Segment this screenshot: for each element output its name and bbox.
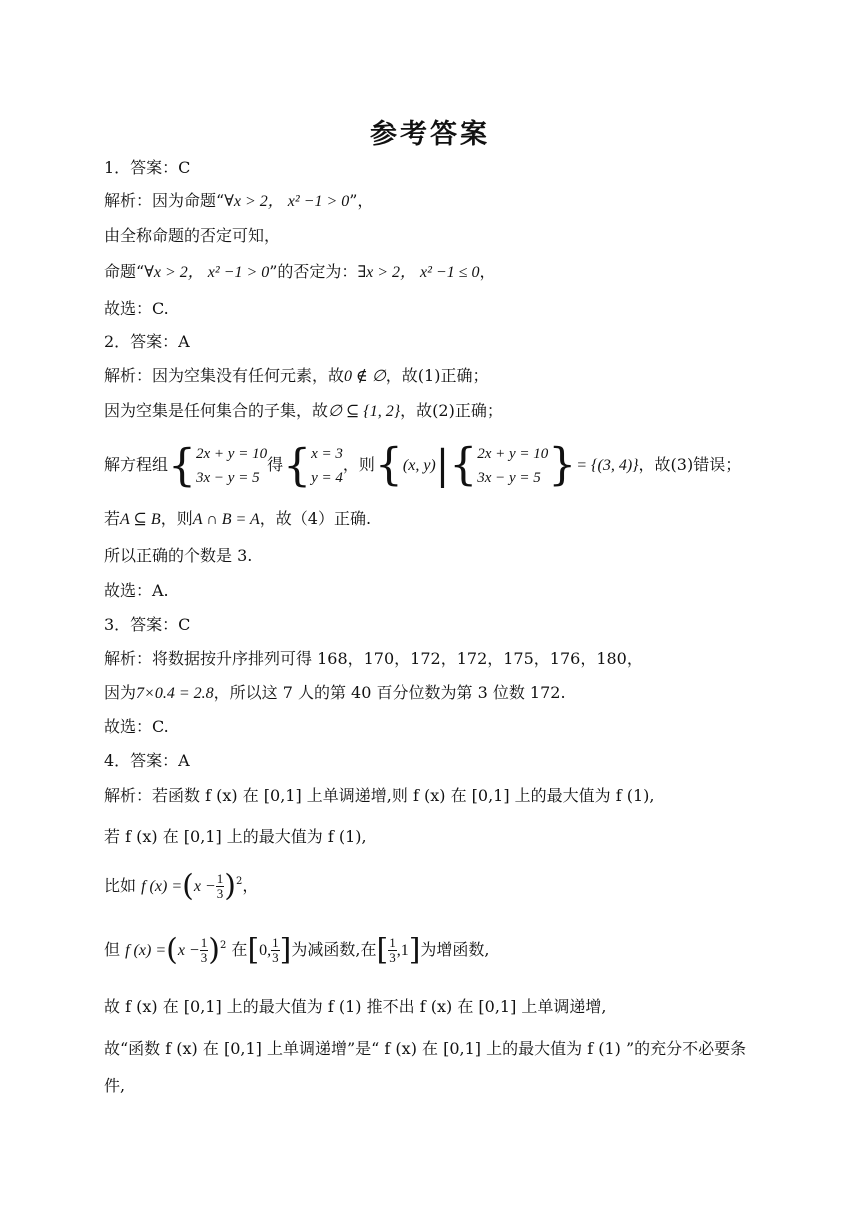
q1-line3 <box>104 261 496 284</box>
q2-line2 <box>104 400 503 423</box>
q3-answer: 3．答案：C <box>104 615 191 634</box>
q2-l2-post: ，故(2)正确； <box>400 401 503 420</box>
q4-line2: 若 f (x) 在 [0,1] 上的最大值为 f (1), <box>104 827 367 846</box>
set-sys-row2: 3x − y = 5 <box>477 469 541 486</box>
q2-l1-math: 0 ∉ ∅ <box>344 368 386 385</box>
q4-l3-post: ， <box>242 876 259 895</box>
q2-l4-post: ，故（4）正确. <box>259 509 372 528</box>
square-exponent-2: 2 <box>219 940 227 951</box>
sys2-row1: x = 3 <box>311 446 343 462</box>
q2-l2-math: ∅ ⊆ {1, 2} <box>328 403 401 420</box>
q1-line4: 故选：C. <box>104 299 169 318</box>
fraction-denominator-2: 3 <box>200 950 208 965</box>
q4-l4-x-minus: x − <box>177 942 200 959</box>
q4-answer: 4．答案：A <box>104 751 190 770</box>
equation-system-2: { x = 3 y = 4 <box>283 440 343 491</box>
q4-l4-text: 但 <box>104 940 121 959</box>
q2-answer: 2．答案：A <box>104 332 190 351</box>
q4-l4-post: 为增函数, <box>420 940 490 959</box>
q1-l3-mid: ”的否定为： <box>269 262 358 281</box>
q4-line6: 故“函数 f (x) 在 [0,1] 上单调递增”是“ f (x) 在 [0,1] 上的最大值为 f (1) ”的充分不必要条 <box>104 1039 747 1058</box>
q2-l4-text: 若 <box>104 509 121 528</box>
q2-l4-math2: A ∩ B = A <box>192 511 260 528</box>
q1-l3-math2: ∃x > 2， x² −1 ≤ 0 <box>357 264 480 281</box>
sys1-row2: 3x − y = 5 <box>196 470 260 486</box>
q1-l3-math1: ∀x > 2， x² −1 > 0 <box>144 264 270 281</box>
q3-l2-post: ，所以这 7 人的第 40 百分位数为第 3 位数 172. <box>213 683 566 702</box>
q3-l2-text: 因为 <box>104 683 137 702</box>
q4-line1: 解析：若函数 f (x) 在 [0,1] 上单调递增,则 f (x) 在 [0,1] 上的最大值为 f (1), <box>104 786 655 805</box>
page-title: 参考答案 <box>370 119 490 150</box>
fraction-numerator-2: 1 <box>200 935 208 950</box>
q4-line4: 但 f (x) =(x − $\frac{1}{3}$ )$^2$ 在[0, $\frac{1}{3}$ ]为减函数,在[ $\frac{1}{3}$ ,1]为增函数, <box>104 932 490 968</box>
fraction-numerator: 1 <box>216 871 224 886</box>
q2-l3-ze: ，则 <box>342 455 375 474</box>
sys2-row2: y = 4 <box>311 470 343 486</box>
q3-line2 <box>104 682 566 705</box>
equation-system-1: { 2x + y = 10 3x − y = 5 <box>168 440 268 491</box>
interval1-num: 1 <box>272 935 279 950</box>
q1-line2: 由全称命题的否定可知， <box>104 226 281 245</box>
q2-l3-de: 得 <box>267 455 284 474</box>
q1-answer: 1．答案：C <box>104 158 191 177</box>
set-rhs: = {(3, 4)} <box>576 457 639 474</box>
q4-line7: 件, <box>104 1076 126 1095</box>
one-third-fraction <box>216 872 225 901</box>
interval2-den: 3 <box>389 950 396 965</box>
solution-set: {(x, y)|{ 2x + y = 10 3x − y = 5 } <box>374 439 577 491</box>
q4-line3-example: 比如 f (x) =(x − $\frac{1}{3}$ )$^2$， <box>104 868 259 904</box>
interval2-num: 1 <box>389 935 396 950</box>
q1-l3-text: 命题“ <box>104 262 145 281</box>
q4-x-minus: x − <box>193 878 216 895</box>
q3-line1: 解析：将数据按升序排列可得 168，170，172，172，175，176，180， <box>104 649 643 668</box>
interval1-fraction <box>271 936 280 965</box>
interval2-end: ,1 <box>396 942 409 959</box>
q4-l3-text: 比如 <box>104 876 137 895</box>
q2-l4-mid: ，则 <box>160 509 193 528</box>
square-exponent: 2 <box>235 876 243 887</box>
q1-l3-post: ， <box>479 262 496 281</box>
q2-l3-post: ，故(3)错误； <box>638 455 742 474</box>
q2-l1-post: ，故(1)正确； <box>385 366 489 385</box>
q2-line3-equation-system <box>104 438 741 493</box>
q1-l1-post: ”， <box>349 191 374 210</box>
interval2-fraction <box>388 936 397 965</box>
q2-l3-text: 解方程组 <box>104 455 169 474</box>
q4-line5: 故 f (x) 在 [0,1] 上的最大值为 f (1) 推不出 f (x) 在 [0,1] 上单调递增, <box>104 997 607 1016</box>
set-sys-row1: 2x + y = 10 <box>477 445 549 462</box>
q4-l4-zai: 在 <box>231 940 248 959</box>
q2-line6: 故选：A. <box>104 581 169 600</box>
interval1-den: 3 <box>272 950 279 965</box>
fraction-denominator: 3 <box>216 886 224 901</box>
q4-fx: f (x) = <box>141 878 183 895</box>
q3-line3: 故选：C. <box>104 717 169 736</box>
q4-l4-fx: f (x) = <box>125 942 167 959</box>
sys1-row1: 2x + y = 10 <box>196 446 268 462</box>
q2-line5: 所以正确的个数是 3. <box>104 546 253 565</box>
q2-line1 <box>104 365 488 388</box>
q2-l1-text: 解析：因为空集没有任何元素，故 <box>104 366 345 385</box>
q4-l4-mid: 为减函数,在 <box>291 940 377 959</box>
q1-l1-math: ∀x > 2， x² −1 > 0 <box>224 193 350 210</box>
set-lhs: (x, y) <box>402 457 436 474</box>
q3-l2-math: 7×0.4 = 2.8 <box>136 685 214 702</box>
q2-line4 <box>104 508 371 531</box>
q2-l4-math1: A ⊆ B <box>120 511 161 528</box>
interval1-start: 0, <box>259 942 272 959</box>
q1-l1-text: 解析：因为命题“ <box>104 191 225 210</box>
one-third-fraction-2 <box>200 936 209 965</box>
q2-l2-text: 因为空集是任何集合的子集，故 <box>104 401 329 420</box>
q1-line1 <box>104 190 373 213</box>
